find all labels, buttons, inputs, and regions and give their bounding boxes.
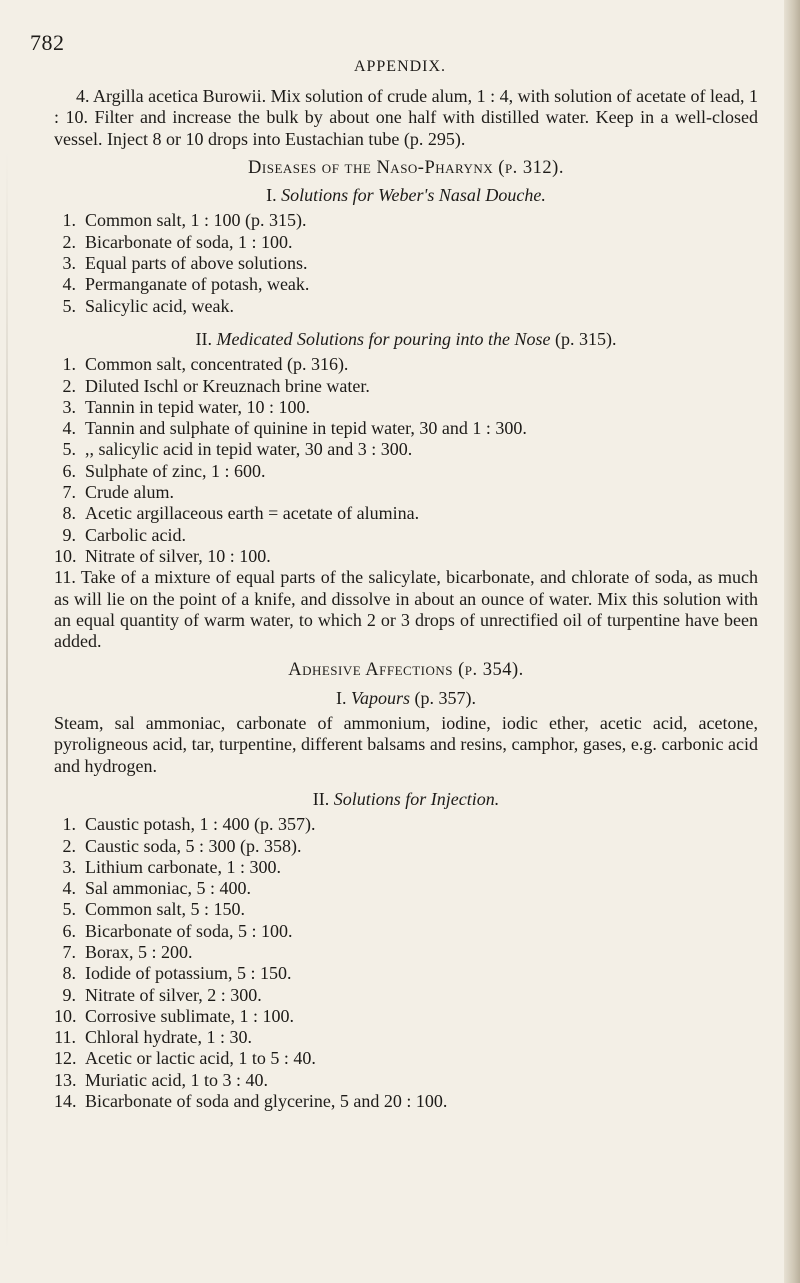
list-item: 3. Tannin in tepid water, 10 : 100.: [62, 396, 310, 417]
subheading-weber-douche: [54, 185, 758, 206]
list-item: 11. Chloral hydrate, 1 : 30.: [54, 1027, 252, 1048]
list-item: 6. Bicarbonate of soda, 5 : 100.: [62, 920, 293, 941]
page-number: 782: [30, 30, 65, 55]
list-item: 13. Muriatic acid, 1 to 3 : 40.: [54, 1069, 268, 1090]
list-item: 7. Borax, 5 : 200.: [62, 941, 193, 962]
section-heading-adhesive-affections: Adhesive Affections (p. 354).: [288, 660, 524, 681]
subheading-numeral: I.: [266, 185, 277, 206]
list-item: 8. Acetic argillaceous earth = acetate of alumina.: [62, 503, 420, 524]
subheading-injection: II. Solutions for Injection.: [312, 788, 500, 809]
list-item: 4. Sal ammoniac, 5 : 400.: [62, 878, 251, 899]
list-item: 2. Diluted Ischl or Kreuznach brine water.: [62, 375, 370, 396]
list-item: 14. Bicarbonate of soda and glycerine, 5 and 20 : 100.: [54, 1091, 448, 1112]
item-11-paragraph: 11. Take of a mixture of equal parts of the salicylate, bicarbonate, and chlorate of soda, as much as will lie on the point of a knife, and dissolve in about an ounce of water. Mix this solution with an equal quantity of warm water, to which 2 or 3 drops of unrectified oil of turpentine have been added.: [54, 567, 758, 652]
vapours-paragraph: Steam, sal ammoniac, carbonate of ammonium, iodine, iodic ether, acetic acid, acetone, pyroligneous acid, tar, turpentine, different balsams and resins, camphor, gases, e.g. carbonic acid and hydrogen.: [54, 713, 758, 776]
list-item: 6. Sulphate of zinc, 1 : 600.: [62, 460, 266, 481]
list-item: 3. Lithium carbonate, 1 : 300.: [62, 856, 281, 877]
spacer: [54, 317, 758, 324]
weber-douche-list: [54, 210, 758, 316]
list-item: 4. Tannin and sulphate of quinine in tepid water, 30 and 1 : 300.: [62, 418, 527, 439]
list-item: 3. Equal parts of above solutions.: [62, 253, 308, 274]
list-item: 9. Carbolic acid.: [62, 524, 186, 545]
list-item: 1. Caustic potash, 1 : 400 (p. 357).: [62, 814, 316, 835]
page-content: [54, 86, 758, 1112]
list-item: 10. Corrosive sublimate, 1 : 100.: [54, 1005, 294, 1026]
list-item: 5. Common salt, 5 : 150.: [62, 899, 246, 920]
list-item: 5. ,, salicylic acid in tepid water, 30 and 3 : 300.: [62, 439, 413, 460]
running-head: APPENDIX.: [353, 58, 447, 75]
subheading-vapours: I. Vapours (p. 357).: [335, 687, 476, 708]
page-gutter-shadow: [784, 0, 800, 1283]
list-item: 2. Bicarbonate of soda, 1 : 100.: [62, 231, 293, 252]
list-item: 5. Salicylic acid, weak.: [62, 295, 234, 316]
section-heading-naso-pharynx: Diseases of the Naso-Pharynx (p. 312).: [248, 157, 564, 178]
injection-solutions-list: [54, 814, 758, 1112]
list-item: 1. Common salt, 1 : 100 (p. 315).: [62, 210, 307, 231]
list-item: 1. Common salt, concentrated (p. 316).: [62, 354, 349, 375]
list-item: 7. Crude alum.: [62, 482, 174, 503]
page-edge-mark: [6, 150, 8, 1250]
list-item: 8. Iodide of potassium, 5 : 150.: [62, 963, 292, 984]
spacer: [54, 777, 758, 784]
subheading-title: Solutions for Weber's Nasal Douche.: [281, 185, 546, 206]
intro-paragraph: 4. Argilla acetica Burowii. Mix solution of crude alum, 1 : 4, with solution of acetate of lead, 1 : 10. Filter and increase the bulk by about one half with distilled water. Keep in a well-closed vessel. Inject 8 or 10 drops into Eustachian tube (p. 295).: [54, 86, 759, 149]
list-item: 2. Caustic soda, 5 : 300 (p. 358).: [62, 835, 302, 856]
list-item: 9. Nitrate of silver, 2 : 300.: [62, 984, 262, 1005]
medicated-solutions-list: [54, 354, 758, 567]
list-item: 4. Permanganate of potash, weak.: [62, 274, 310, 295]
list-item: 12. Acetic or lactic acid, 1 to 5 : 40.: [54, 1048, 316, 1069]
subheading-medicated-solutions: II. Medicated Solutions for pouring into the Nose (p. 315).: [195, 328, 617, 349]
list-item: 10. Nitrate of silver, 10 : 100.: [54, 545, 271, 566]
